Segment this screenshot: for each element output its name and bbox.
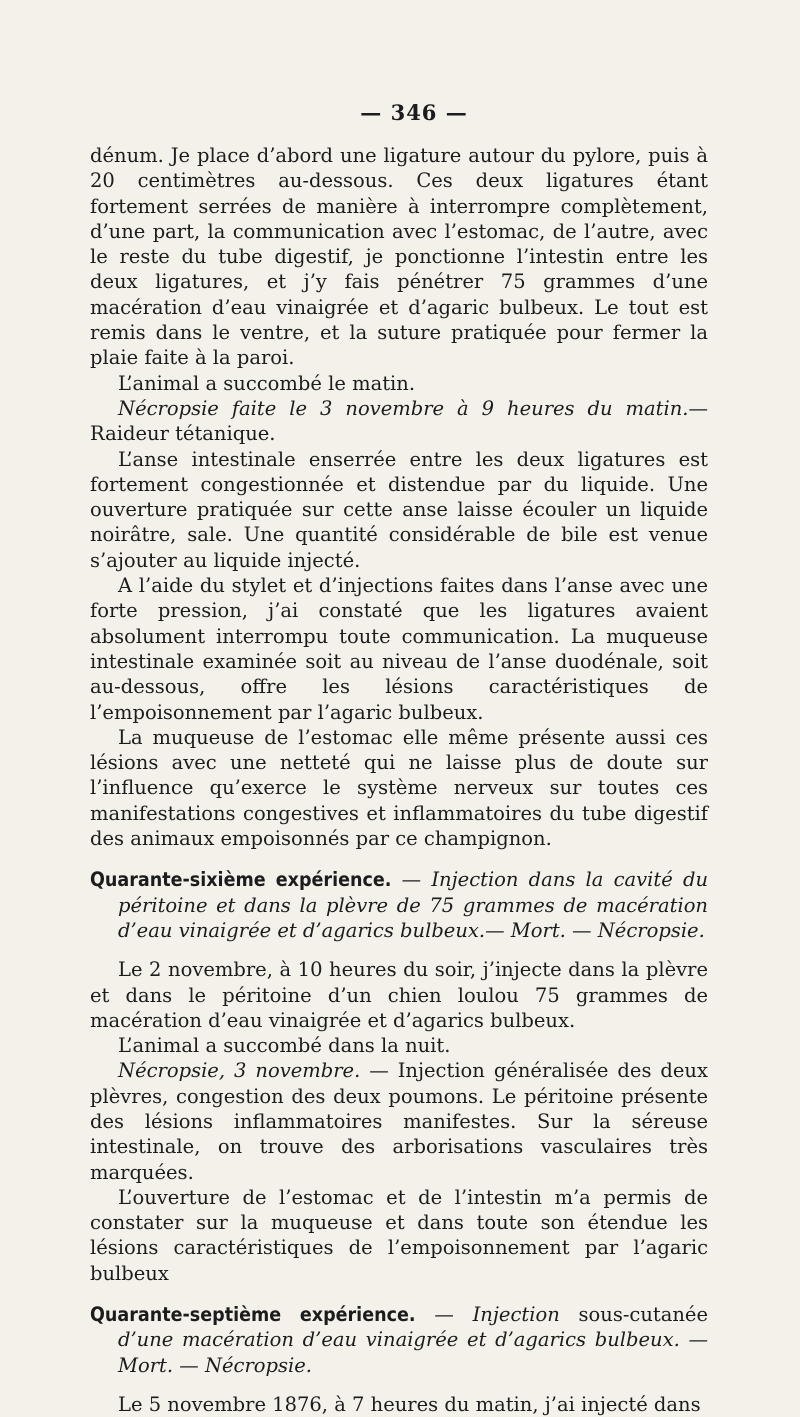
experiment-label: Quarante-sixième expérience. — [90, 868, 392, 892]
experiment-title: Injection dans la cavité du péritoine et dans la plèvre de 75 grammes de macération d’eau vinaigrée et d’agarics bulbeux.— Mort. — Nécropsie. — [118, 868, 708, 942]
experiment-label: Quarante-septième expérience. — [90, 1303, 416, 1327]
necropsy-heading: Nécropsie faite le 3 novembre à 9 heures du matin. — [118, 396, 689, 420]
experiment-heading — [90, 1302, 708, 1378]
paragraph: Le 2 novembre, à 10 heures du soir, j’injecte dans la plèvre et dans le péritoine d’un chien loulou 75 grammes de macération d’eau vinaigrée et d’agarics bulbeux. — [90, 958, 708, 1032]
necropsy-text: — Raideur tétanique. — [90, 396, 708, 446]
paragraph: Le 5 novembre 1876, à 7 heures du matin, j’ai injecté dans — [118, 1392, 701, 1416]
necropsy-paragraph — [90, 396, 708, 447]
necropsy-paragraph — [90, 1058, 708, 1184]
paragraph: L’ouverture de l’estomac et de l’intestin m’a permis de constater sur la muqueuse et dans toute son étendue les lésions caractéristiques de l’empoisonnement par l’agaric bulbeux — [90, 1185, 708, 1285]
experiment-title-part: Injection — [472, 1303, 560, 1327]
heading-dash: — — [391, 868, 432, 892]
paragraph: L’animal a succombé dans la nuit. — [118, 1034, 451, 1058]
heading-dash: — — [415, 1303, 473, 1327]
experiment-title-plain: sous-cutanée — [559, 1303, 709, 1327]
experiment-heading — [90, 867, 708, 943]
necropsy-text: — Injection généralisée des deux plèvres, congestion des deux poumons. Le péritoine présente des lésions inflammatoires manifestes. Sur la séreuse intestinale, on trouve des arborisations vasculaires très marquées. — [90, 1059, 708, 1184]
paragraph: La muqueuse de l’estomac elle même présente aussi ces lésions avec une netteté qui ne laisse plus de doute sur l’influence qu’exerce le système nerveux sur toutes ces manifestations congestives et inflammatoires du tube digestif des animaux empoisonnés par ce champignon. — [90, 725, 708, 851]
necropsy-heading: Nécropsie, 3 novembre. — [118, 1059, 361, 1083]
page-number: — 346 — — [360, 100, 468, 125]
paragraph: A l’aide du stylet et d’injections faites dans l’anse avec une forte pression, j’ai constaté que les ligatures avaient absolument interrompu toute communication. La muqueuse intestinale examinée soit au niveau de l’anse duodénale, soit au-dessous, offre les lésions caractéristiques de l’empoisonnement par l’agaric bulbeux. — [90, 574, 708, 724]
paragraph: dénum. Je place d’abord une ligature autour du pylore, puis à 20 centimètres au-dessous. Ces deux ligatures étant fortement serrées de manière à interrompre complètement, d’une part, la communication avec l’estomac, de l’autre, avec le reste du tube digestif, je ponctionne l’intestin entre les deux ligatures, et j’y fais pénétrer 75 grammes d’une macération d’eau vinaigrée et d’agaric bulbeux. Le tout est remis dans le ventre, et la suture pratiquée pour fermer la plaie faite à la paroi. — [90, 144, 708, 370]
experiment-title-part: d’une macération d’eau vinaigrée et d’agarics bulbeux. —Mort. — Nécropsie. — [118, 1328, 708, 1377]
paragraph: L’animal a succombé le matin. — [118, 371, 416, 395]
paragraph: L’anse intestinale enserrée entre les deux ligatures est fortement congestionnée et distendue par du liquide. Une ouverture pratiquée sur cette anse laisse écouler un liquide noirâtre, sale. Une quantité considérable de bile est venue s’ajouter au liquide injecté. — [90, 447, 708, 572]
